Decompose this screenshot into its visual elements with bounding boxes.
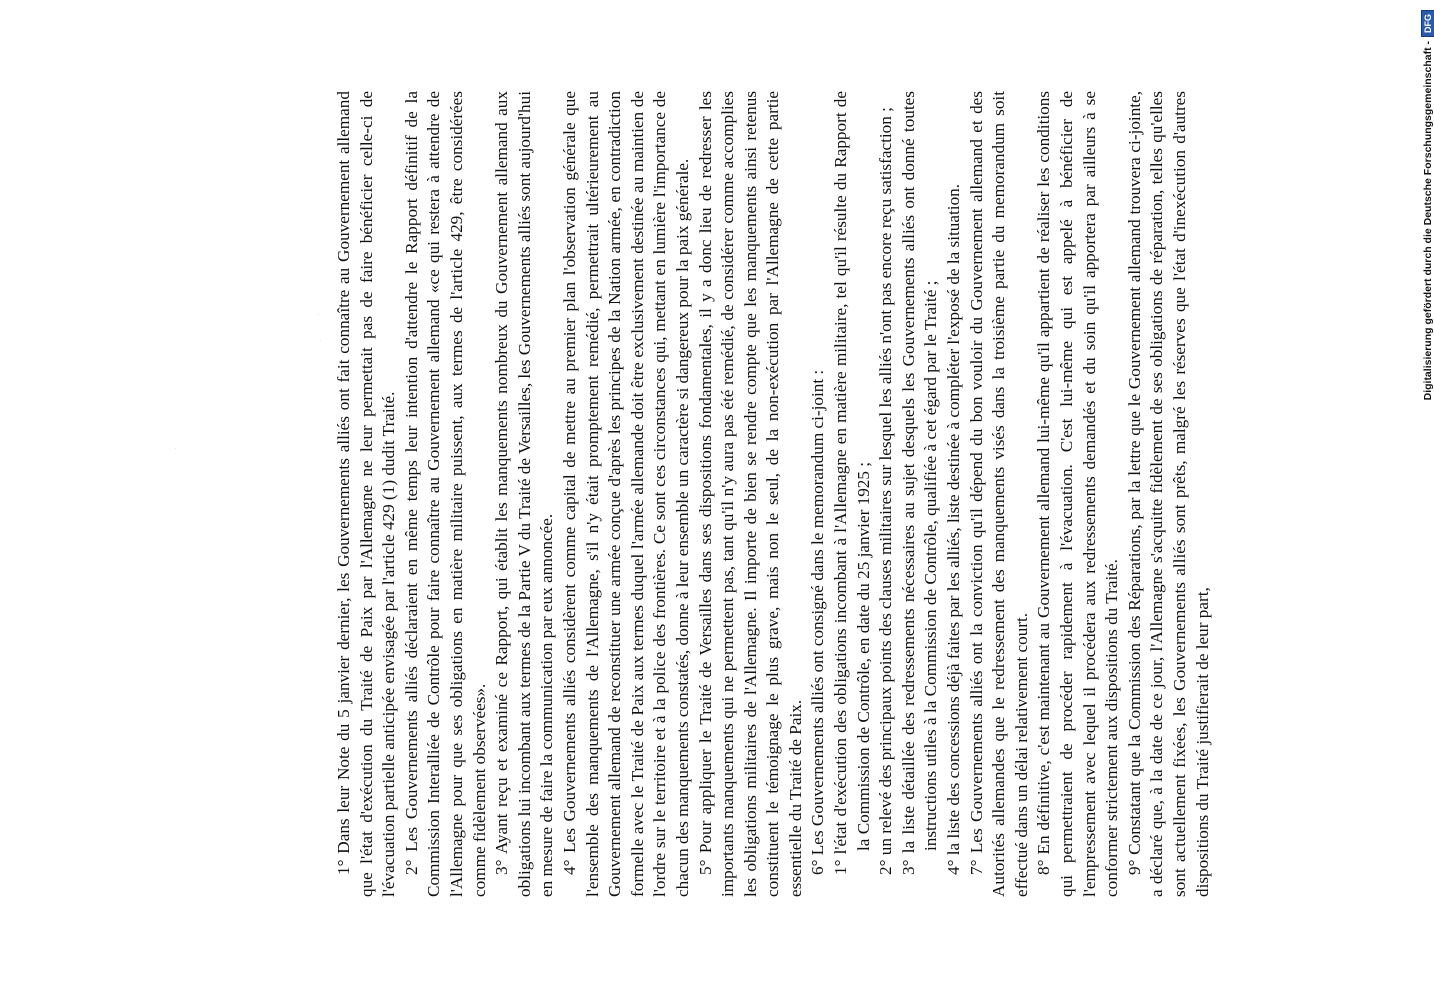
paragraph-7: 7° Les Gouvernements alliés ont la conviction qu'il dépend du bon vouloir du Gouvernement allemand et des Autorités allemandes que le redressement des manquements visés dans la troisième partie du memorandum soit effectué dans un délai relativement court.	[966, 91, 1031, 897]
list-item-3: 3° la liste détaillée des redressements nécessaires au sujet desquels les Gouvernements alliés ont donné toutes instructions utiles à la Commission de Contrôle, qualifiée à cet égard par le Traité ;	[898, 91, 941, 875]
list-item-1: 1° l'état d'exécution des obligations incombant à l'Allemagne en matière militaire, tel qu'il résulte du Rapport de la Commission de Contrôle, en date du 25 janvier 1925 ;	[831, 91, 873, 875]
list-item-4: 4° la liste des concessions déjà faites par les alliés, liste destinée à compléter l'exposé de la situation.	[944, 183, 964, 875]
scan-speck: ·	[320, 338, 322, 343]
paragraph-8: 8° En définitive, c'est maintenant au Gouvernement allemand lui-même qu'il appartient de réaliser les conditions qui permettraient de procéder rapidement à l'évacuation. C'est lui-même qui est appelé à bénéficier de l'empressement avec lequel il procédera aux redressements demandés et du soin qu'il apportera par ailleurs à se conformer strictement aux dispositions du Traité.	[1034, 91, 1122, 897]
paragraph-2: 2° Les Gouvernements alliés déclaraient en même temps leur intention d'attendre le Rapport définitif de la Commission Interalliée de Contrôle pour faire connaître au Gouvernement allemand «ce qui restera à attendre de l'Allemagne pour que ses obligations en matière militaire puissent, aux termes de l'article 429, être considérées comme fidèlement observées».	[401, 91, 489, 897]
paragraph-9: 9° Constatant que la Commission des Réparations, par la lettre que le Gouvernement allemand trouvera ci-jointe, a déclaré que, à la date de ce jour, l'Allemagne s'acquitte fidèlement de ses obligations de réparation, telles qu'elles sont actuellement fixées, les Gouvernements alliés sont prêts, malgré les réserves que l'état d'inexécution d'autres dispositions du Traité justifierait de leur part,	[1124, 91, 1212, 897]
paragraph-6: 6° Les Gouvernements alliés ont consigné dans le memorandum ci-joint :	[808, 369, 828, 875]
scan-speck: ·	[175, 446, 177, 451]
footer-text: Digitalisierung gefördert durch die Deutsche Forschungsgemeinschaft -	[1422, 41, 1434, 401]
dfg-logo-icon: DFG	[1421, 10, 1434, 37]
document-page	[333, 91, 1293, 897]
paragraph-3: 3° Ayant reçu et examiné ce Rapport, qui établit les manquements nombreux du Gouvernement allemand aux obligations lui incombant aux termes de la Partie V du Traité de Versailles, les Gouvernements alliés sont aujourd'hui en mesure de faire la communication par eux annoncée.	[492, 91, 557, 897]
list-item-2: 2° un relevé des principaux points des clauses militaires sur lesquel les alliés n'ont pas encore reçu satisfaction ;	[876, 107, 896, 875]
paragraph-4: 4° Les Gouvernements alliés considèrent comme capital de mettre au premier plan l'observation générale que l'ensemble des manquements de l'Allemagne, s'il n'y était promptement remédié, permettrait ultérieurement au Gouvernement allemand de reconstituer une armée conçue d'après les principes de la Nation armée, en contradiction formelle avec le Traité de Paix aux termes duquel l'armée allemande doit être exclusivement destinée au maintien de l'ordre sur le territoire et à la police des frontières. Ce sont ces circonstances qui, mettant en lumière l'importance de chacun des manquements constatés, donne à leur ensemble un caractère si dangereux pour la paix générale.	[559, 91, 692, 897]
paragraph-5: 5° Pour appliquer le Traité de Versailles dans ses dispositions fondamentales, il y a donc lieu de redresser les importants manquements qui ne permettent pas, tant qu'il n'y aura pas été remédié, de considérer comme accomplies les obligations militaires de l'Allemagne. Il importe de bien se rendre compte que les manquements ainsi retenus constituent le témoignage le plus grave, mais non le seul, de la non-exécution par l'Allemagne de cette partie essentielle du Traité de Paix.	[695, 91, 805, 897]
paragraph-1: 1° Dans leur Note du 5 janvier dernier, les Gouvernements alliés ont fait connaître au Gouvernement allemand que l'état d'exécution du Traité de Paix par l'Allemagne ne leur permettait pas de faire bénéficier celle-ci de l'évacuation partielle anticipée envisagée par l'article 429 (1) dudit Traité.	[334, 91, 399, 897]
digitization-footer	[1418, 10, 1434, 401]
scan-speck: ·	[318, 312, 320, 317]
